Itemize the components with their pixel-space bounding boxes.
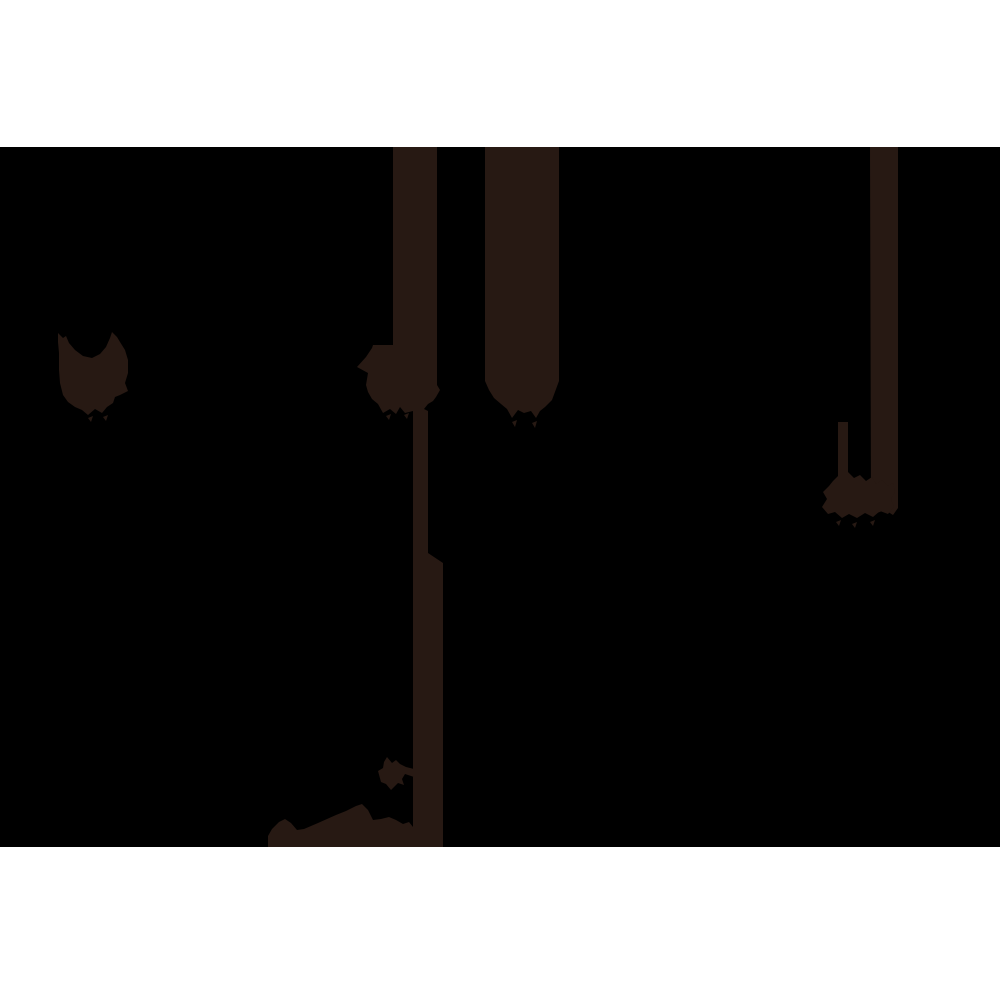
hanging-strap-c — [870, 147, 898, 515]
hanging-strap-b-with-creature — [485, 147, 559, 418]
top-white-margin — [0, 0, 1000, 147]
bottom-white-margin — [0, 847, 1000, 1000]
